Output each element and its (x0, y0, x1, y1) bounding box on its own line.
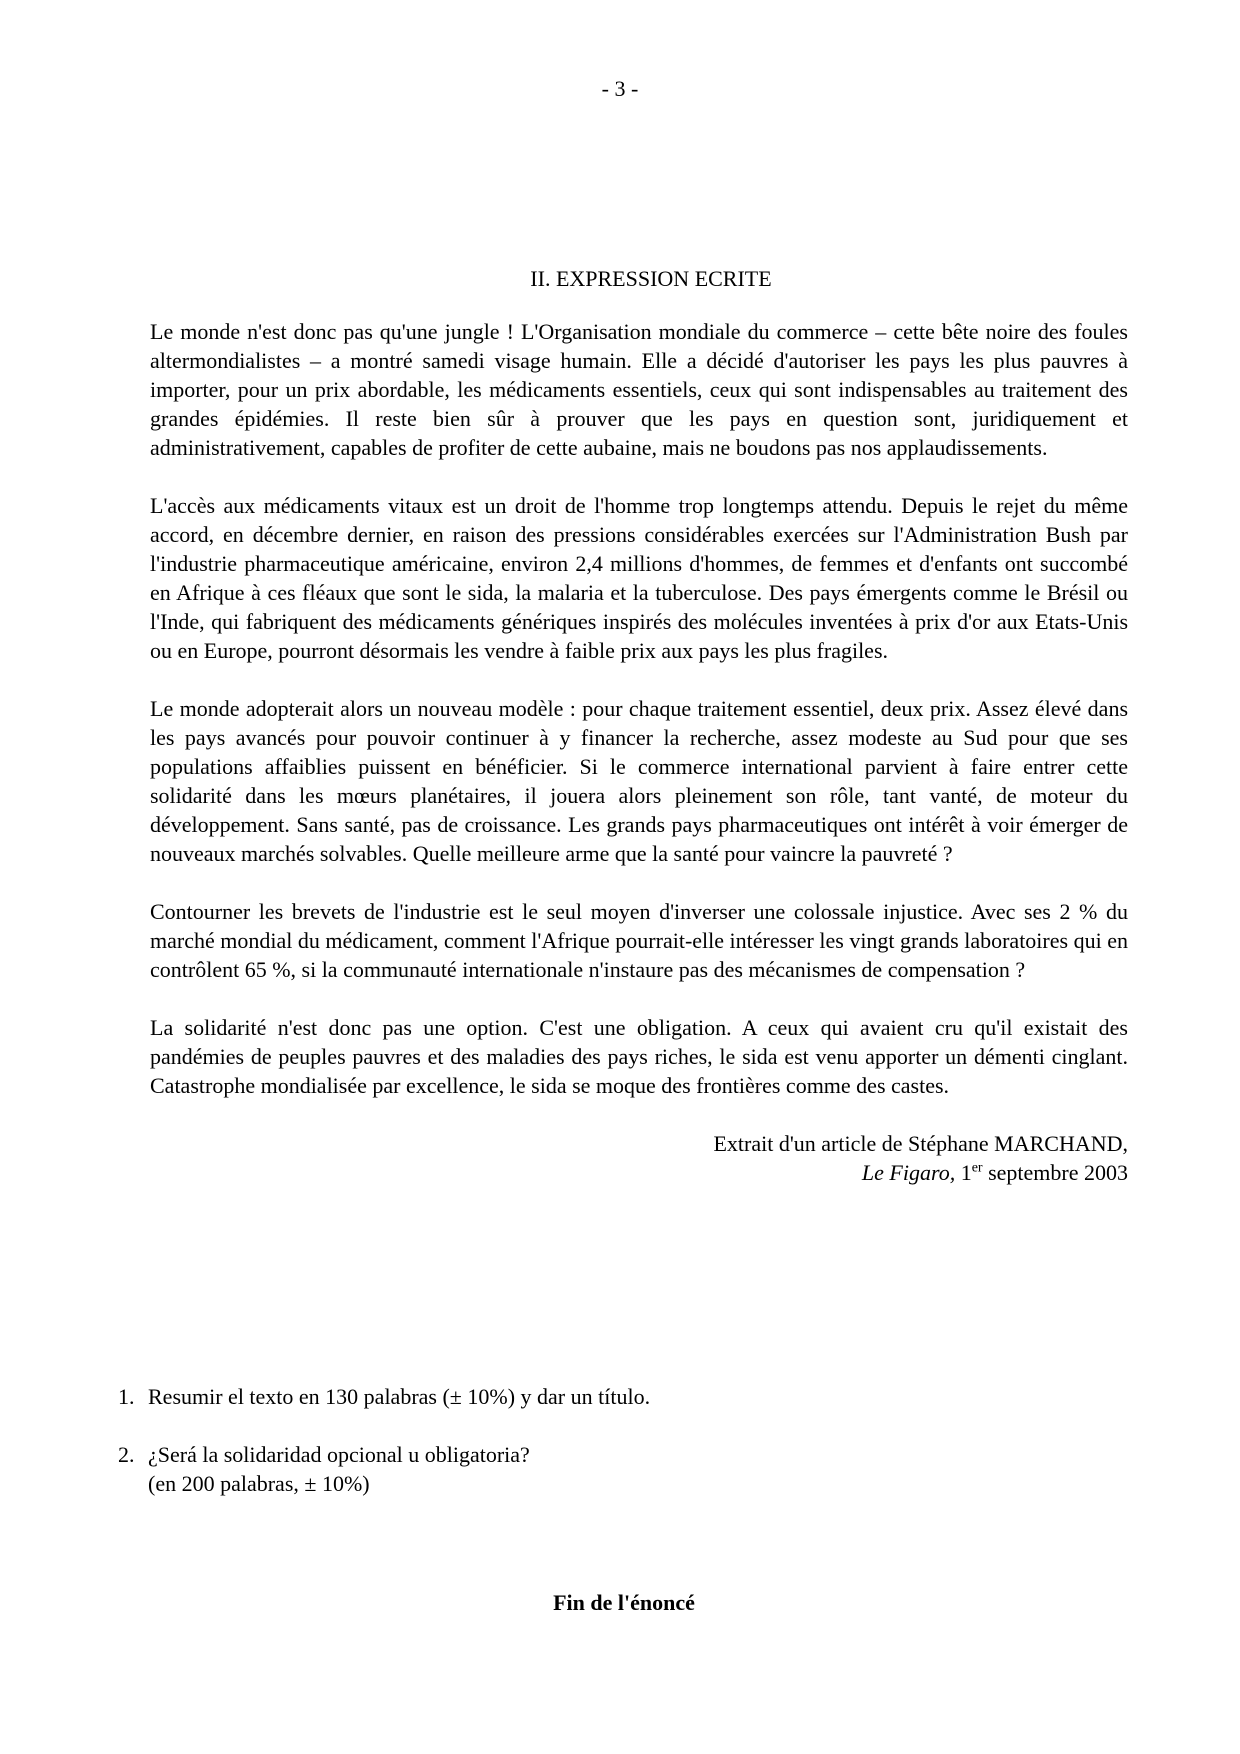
page-number: - 3 - (601, 76, 639, 101)
questions-list (118, 1382, 1128, 1527)
question-line: Resumir el texto en 130 palabras (± 10%) y dar un título. (148, 1384, 651, 1409)
source-author-line: Extrait d'un article de Stéphane MARCHAND, (713, 1131, 1128, 1156)
paragraph-4: Contourner les brevets de l'industrie est le seul moyen d'inverser une colossale injustice. Avec ses 2 % du marché mondial du médicament, comment l'Afrique pourrait-elle intéresser les vingt grands laboratoires qui en contrôlent 65 %, si la communauté internationale n'instaure pas des mécanismes de compensation ? (150, 899, 1128, 982)
question-line: (en 200 palabras, ± 10%) (148, 1471, 370, 1496)
source-publication-line (150, 1158, 1128, 1187)
question-text (148, 1382, 1128, 1411)
paragraph-1: Le monde n'est donc pas qu'une jungle ! L'Organisation mondiale du commerce – cette bête noire des foules altermondialistes – a montré samedi visage humain. Elle a décidé d'autoriser les pays les plus pauvres à importer, pour un prix abordable, les médicaments essentiels, ceux qui sont indispensables au traitement des grandes épidémies. Il reste bien sûr à prouver que les pays en question sont, juridiquement et administrativement, capables de profiter de cette aubaine, mais ne boudons pas nos applaudissements. (150, 319, 1128, 460)
paragraph-5: La solidarité n'est donc pas une option. C'est une obligation. A ceux qui avaient cru qu'il existait des pandémies de peuples pauvres et des maladies des pays riches, le sida est venu apporter un démenti cinglant. Catastrophe mondialisée par excellence, le sida se moque des frontières comme des castes. (150, 1015, 1128, 1098)
question-number: 1. (118, 1384, 135, 1409)
article-content (150, 266, 1128, 1187)
source-day: 1 (960, 1160, 972, 1185)
source-day-suffix: er (971, 1160, 983, 1176)
question-line: ¿Será la solidaridad opcional u obligatoria? (148, 1442, 530, 1467)
question-text (148, 1440, 1128, 1498)
question-1 (118, 1382, 1128, 1411)
question-number: 2. (118, 1442, 135, 1467)
section-title: II. EXPRESSION ECRITE (530, 266, 772, 291)
paragraph-2: L'accès aux médicaments vitaux est un droit de l'homme trop longtemps attendu. Depuis le rejet du même accord, en décembre dernier, en raison des pressions considérables exercées sur l'Administration Bush par l'industrie pharmaceutique américaine, environ 2,4 millions d'hommes, de femmes et d'enfants ont succombé en Afrique à ces fléaux que sont le sida, la malaria et la tuberculose. Des pays émergents comme le Brésil ou l'Inde, qui fabriquent des médicaments génériques inspirés des molécules inventées à prix d'or aux Etats-Unis ou en Europe, pourront désormais les vendre à faible prix aux pays les plus fragiles. (150, 493, 1128, 663)
source-date: septembre 2003 (988, 1160, 1128, 1185)
article-source (150, 1129, 1128, 1187)
source-publication: Le Figaro, (861, 1160, 956, 1185)
question-2 (118, 1440, 1128, 1498)
paragraph-3: Le monde adopterait alors un nouveau modèle : pour chaque traitement essentiel, deux prix. Assez élevé dans les pays avancés pour pouvoir continuer à y financer la recherche, assez modeste au Sud pour que ses populations affaiblies puissent en bénéficier. Si le commerce international parvient à faire entrer cette solidarité dans les mœurs planétaires, il jouera alors pleinement son rôle, tant vanté, de moteur du développement. Sans santé, pas de croissance. Les grands pays pharmaceutiques ont intérêt à voir émerger de nouveaux marchés solvables. Quelle meilleure arme que la santé pour vaincre la pauvreté ? (150, 696, 1128, 866)
end-note: Fin de l'énoncé (553, 1590, 695, 1615)
